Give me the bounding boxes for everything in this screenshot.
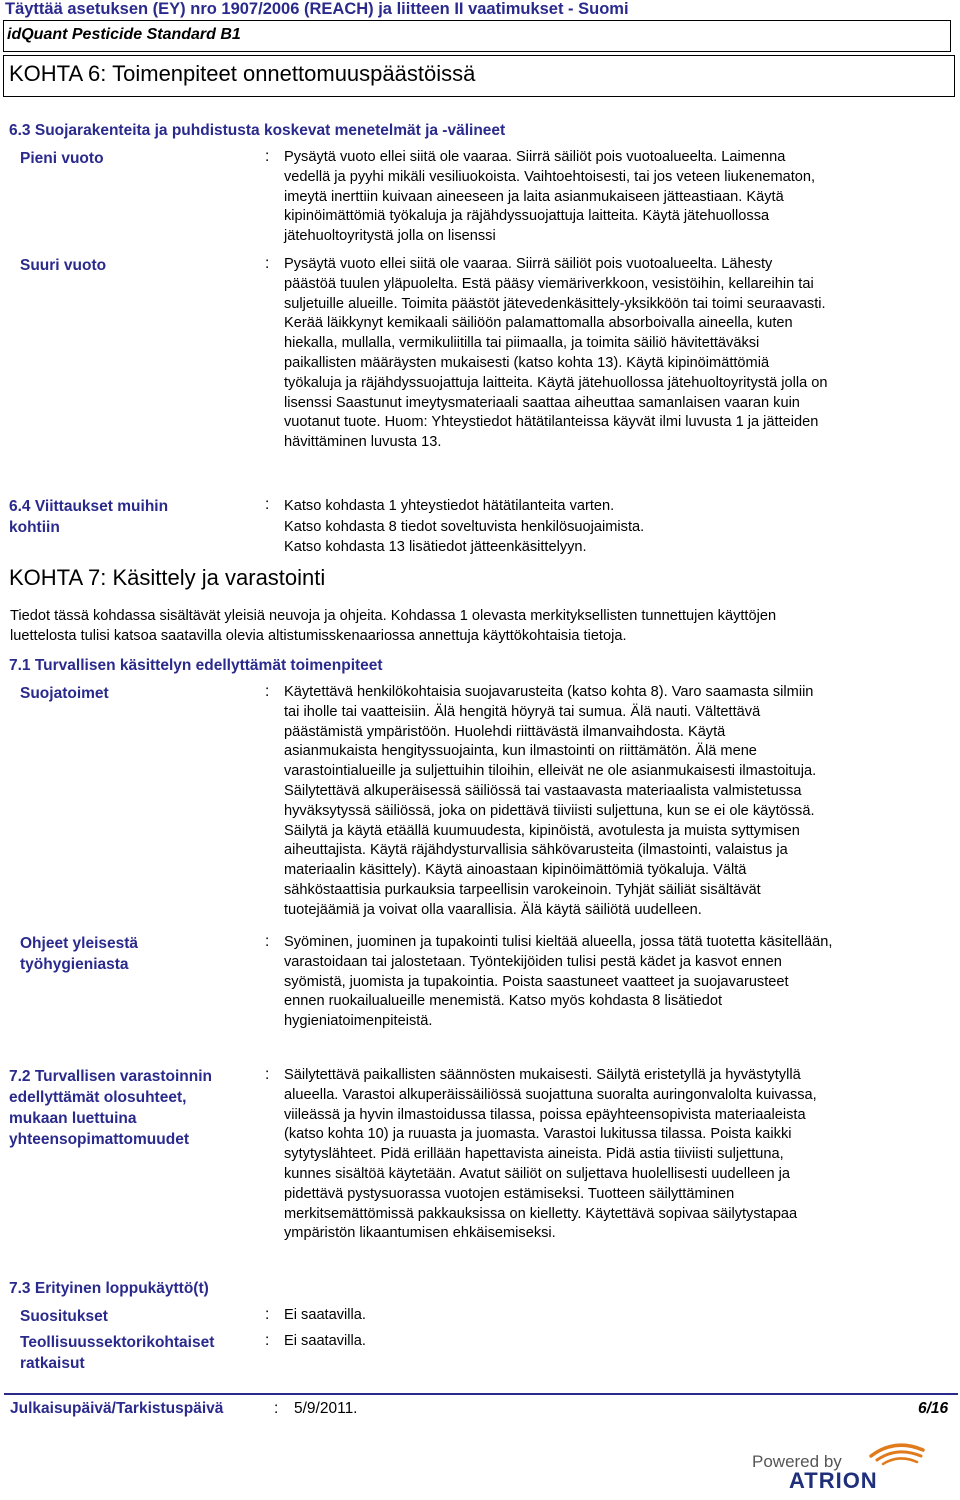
large-spill-colon: :	[265, 255, 270, 272]
label-line: kohtiin	[9, 519, 60, 536]
section-6-title: KOHTA 6: Toimenpiteet onnettomuuspäästöissä	[9, 61, 476, 86]
subsection-7-3-title: 7.3 Erityinen loppukäyttö(t)	[9, 1280, 209, 1297]
subsection-6-4-label	[9, 496, 168, 538]
text-line: Pysäytä vuoto ellei siitä ole vaaraa. Siirrä säiliöt pois vuotoalueelta. Laimenna	[284, 149, 786, 165]
industrial-solutions-value: Ei saatavilla.	[284, 1333, 366, 1349]
footer-issue-date: 5/9/2011.	[294, 1400, 358, 1417]
large-spill-label: Suuri vuoto	[20, 257, 107, 274]
footer-divider	[4, 1393, 958, 1395]
text-line: paikallisten määräysten mukaisesti (katso kohta 13). Käytä kipinöimättömiä	[284, 354, 770, 371]
protective-measures-colon: :	[265, 683, 270, 700]
text-line: kipinöimättömiä työkaluja ja räjähdyssuojattuja laitteita. Käytä jätehuollossa	[284, 208, 770, 225]
label-line: 7.2 Turvallisen varastoinnin	[9, 1068, 213, 1085]
section-7-title: KOHTA 7: Käsittely ja varastointi	[9, 565, 326, 590]
document-header-title: Täyttää asetuksen (EY) nro 1907/2006 (REACH) ja liitteen II vaatimukset - Suomi	[5, 0, 629, 18]
text-line: sytytyslähteet. Pidä erillään hapettavista aineista. Pidä astia tiiviisti suljettuna,	[284, 1146, 784, 1163]
atrion-logo-icon	[783, 1438, 953, 1492]
label-line: mukaan luettuina	[9, 1110, 137, 1127]
subsection-7-2-colon: :	[265, 1066, 270, 1083]
subsection-7-1-title: 7.1 Turvallisen käsittelyn edellyttämät toimenpiteet	[9, 657, 383, 674]
text-line: syömistä, juomista ja tupakointia. Poista saastuneet vaatteet ja suojavarusteet	[284, 973, 789, 990]
text-line: Säilytettävä alkuperäisessä säiliössä tai vastaavasta materiaalista valmistetussa	[284, 782, 802, 799]
label-line: ratkaisut	[20, 1355, 85, 1372]
text-line: imeytä inerttiin kuivaan aineeseen ja laita asianmukaiseen jätteastiaan. Käytä	[284, 188, 784, 205]
text-line: suljetuille alueille. Toimita päästöt jätevedenkäsittely-yksikköön tai toimi seuraavasti.	[284, 295, 826, 312]
label-line: työhygieniasta	[20, 956, 129, 973]
section-7-intro	[10, 606, 950, 646]
subsection-7-2-text	[284, 1066, 954, 1244]
text-line: Katso kohdasta 8 tiedot soveltuvista henkilösuojaimista.	[284, 518, 645, 535]
text-line: päästöä tuulen yläpuolelta. Estä pääsy viemäriverkkoon, vesistöihin, kellareihin tai	[284, 275, 814, 292]
text-line: luettelosta tulisi katsoa saatavilla olevia altistumisskenaariossa annettuja käyttökohtaisia tietoja.	[10, 628, 627, 644]
subsection-6-4-colon: :	[265, 496, 270, 513]
text-line: jätehuoltoyritystä jolla on lisenssi	[284, 228, 496, 245]
atrion-logo-text: ATRION	[789, 1468, 878, 1492]
text-line: hävittäminen luvusta 13.	[284, 434, 442, 451]
footer-colon: :	[274, 1400, 279, 1417]
text-line: tuotejäämiä ja voivat olla vaarallisia. Älä käytä säiliötä uudelleen.	[284, 901, 702, 918]
text-line: (katso kohta 10) ja ruuasta ja juomasta. Varastoi lukitussa tilassa. Poista kaikki	[284, 1126, 792, 1143]
subsection-7-2-label	[9, 1066, 212, 1150]
text-line: pidettävä pystysuorassa vuotojen estämiseksi. Tuotteen säilyttäminen	[284, 1185, 735, 1202]
label-line: 6.4 Viittaukset muihin	[9, 498, 169, 515]
footer-issue-date-label: Julkaisupäivä/Tarkistuspäivä	[10, 1400, 224, 1417]
footer-page-number: 6/16	[918, 1400, 949, 1417]
text-line: Tiedot tässä kohdassa sisältävät yleisiä neuvoja ja ohjeita. Kohdassa 1 olevasta merkityksellisten tunnettujen käyttöjen	[10, 608, 777, 624]
text-line: päästämistä ympäristöön. Huolehdi riittävästä ilmanvaihdosta. Käytä	[284, 723, 726, 740]
recommendations-label: Suositukset	[20, 1308, 108, 1325]
label-line: Teollisuussektorikohtaiset	[20, 1334, 215, 1351]
text-line: ennen ruokailualueille menemistä. Katso myös kohdasta 8 lisätiedot	[284, 993, 723, 1010]
text-line: hygieniatoimenpiteistä.	[284, 1013, 433, 1030]
text-line: Pysäytä vuoto ellei siitä ole vaaraa. Siirrä säiliöt pois vuotoalueelta. Lähesty	[284, 256, 773, 272]
small-spill-label: Pieni vuoto	[20, 150, 104, 167]
recommendations-colon: :	[265, 1306, 270, 1323]
protective-measures-label: Suojatoimet	[20, 685, 109, 702]
label-line: edellyttämät olosuhteet,	[9, 1089, 187, 1106]
text-line: merkitsemättömissä pakkauksissa on kielletty. Käytettävä sopivaa säilytystapaa	[284, 1205, 798, 1222]
industrial-solutions-label	[20, 1332, 214, 1374]
text-line: alueella. Varastoi alkuperäissäiliössä suojattuna suoralta auringonvalolta kuivassa,	[284, 1086, 817, 1103]
label-line: Ohjeet yleisestä	[20, 935, 139, 952]
label-line: yhteensopimattomuudet	[9, 1131, 189, 1148]
hygiene-text	[284, 933, 954, 1032]
text-line: Säilytettävä paikallisten säännösten mukaisesti. Säilytä eristetyllä ja hyvästytyllä	[284, 1067, 801, 1083]
text-line: Syöminen, juominen ja tupakointi tulisi kieltää alueella, jossa tätä tuotetta käsitellään,	[284, 934, 833, 950]
text-line: viileässä ja hyvin ilmastoidussa tilassa, poissa epäyhteensopivista materiaaleista	[284, 1106, 806, 1123]
text-line: hyväksytyssä säiliössä, joka on pidettävä tiiviisti suljettuna, kun se ei ole käytössä.	[284, 802, 815, 819]
powered-by-text: Powered by	[752, 1452, 842, 1471]
text-line: asianmukaista hengityssuojainta, kun ilmastointi on riittämätön. Älä mene	[284, 743, 757, 760]
text-line: vedellä ja pyyhi mikäli vesiliuokoista. Vaihtoehtoisesti, tai jos veteen liukenematon,	[284, 168, 816, 185]
industrial-solutions-colon: :	[265, 1332, 270, 1349]
text-line: aiheuttajista. Käytä räjähdysturvallisia sähkövarusteita (ilmastointi, valaistus ja	[284, 842, 788, 859]
text-line: Katso kohdasta 1 yhteystiedot hätätilanteita varten.	[284, 498, 615, 514]
text-line: ympäristön likaantumisen ehkäisemiseksi.	[284, 1225, 556, 1242]
subsection-6-3-title: 6.3 Suojarakenteita ja puhdistusta koskevat menetelmät ja -välineet	[9, 122, 506, 139]
text-line: Säilytä ja käytä etäällä kuumuudesta, kipinöistä, avotulesta ja muista syttymisen	[284, 822, 800, 839]
text-line: sähköstaattisia purkauksia tarpeellisin varokeinoin. Tyhjät säiliät sisältävät	[284, 881, 761, 898]
recommendations-value: Ei saatavilla.	[284, 1307, 366, 1323]
text-line: varastoidaan tai jalostetaan. Työntekijöiden tulisi pestä kädet ja kasvot ennen	[284, 953, 782, 970]
text-line: hiekalla, mullalla, vermikuliitilla tai piimaalla, ja toimita säiliö hävitettäväksi	[284, 335, 760, 352]
small-spill-colon: :	[265, 148, 270, 165]
text-line: lisenssi Saastunut imeytysmateriaali saattaa aiheuttaa samanlaisen vaaran kuin	[284, 394, 800, 411]
text-line: tai iholle tai vaatteisiin. Älä hengitä höyryä tai sumua. Älä nauti. Vältettävä	[284, 703, 761, 720]
protective-measures-text	[284, 683, 954, 921]
text-line: Käytettävä henkilökohtaisia suojavarusteita (katso kohta 8). Varo saamasta silmiin	[284, 684, 814, 700]
text-line: Katso kohdasta 13 lisätiedot jätteenkäsittelyyn.	[284, 539, 587, 555]
text-line: Kerää läikkynyt kemikaali säiliöön palamattomalla absorboivalla aineella, kuten	[284, 315, 793, 332]
text-line: vuotanut tuote. Huom: Yhteystiedot hätätilanteissa käyvät ilmi luvusta 1 ja jätteiden	[284, 414, 819, 431]
product-name: idQuant Pesticide Standard B1	[7, 26, 241, 43]
text-line: materiaalin käsittely). Käytä ainoastaan kipinöimättömiä työkaluja. Vältä	[284, 862, 747, 879]
subsection-6-4-text	[284, 496, 954, 558]
text-line: kunnes sisältöä käytetään. Avatut säiliöt on suljettava huolellisesti uudelleen ja	[284, 1165, 790, 1182]
hygiene-colon: :	[265, 933, 270, 950]
small-spill-text	[284, 148, 954, 247]
text-line: työkaluja ja räjähdyssuojattuja laitteita. Käytä jätehuollossa jätehuoltoyritystä jolla on	[284, 374, 828, 391]
atrion-logo	[783, 1438, 953, 1492]
large-spill-text	[284, 255, 954, 453]
text-line: varastointialueille ja suljettuihin tiloihin, elleivät ne ole asianmukaisesti ilmastoituja.	[284, 763, 817, 780]
hygiene-label	[20, 933, 138, 975]
